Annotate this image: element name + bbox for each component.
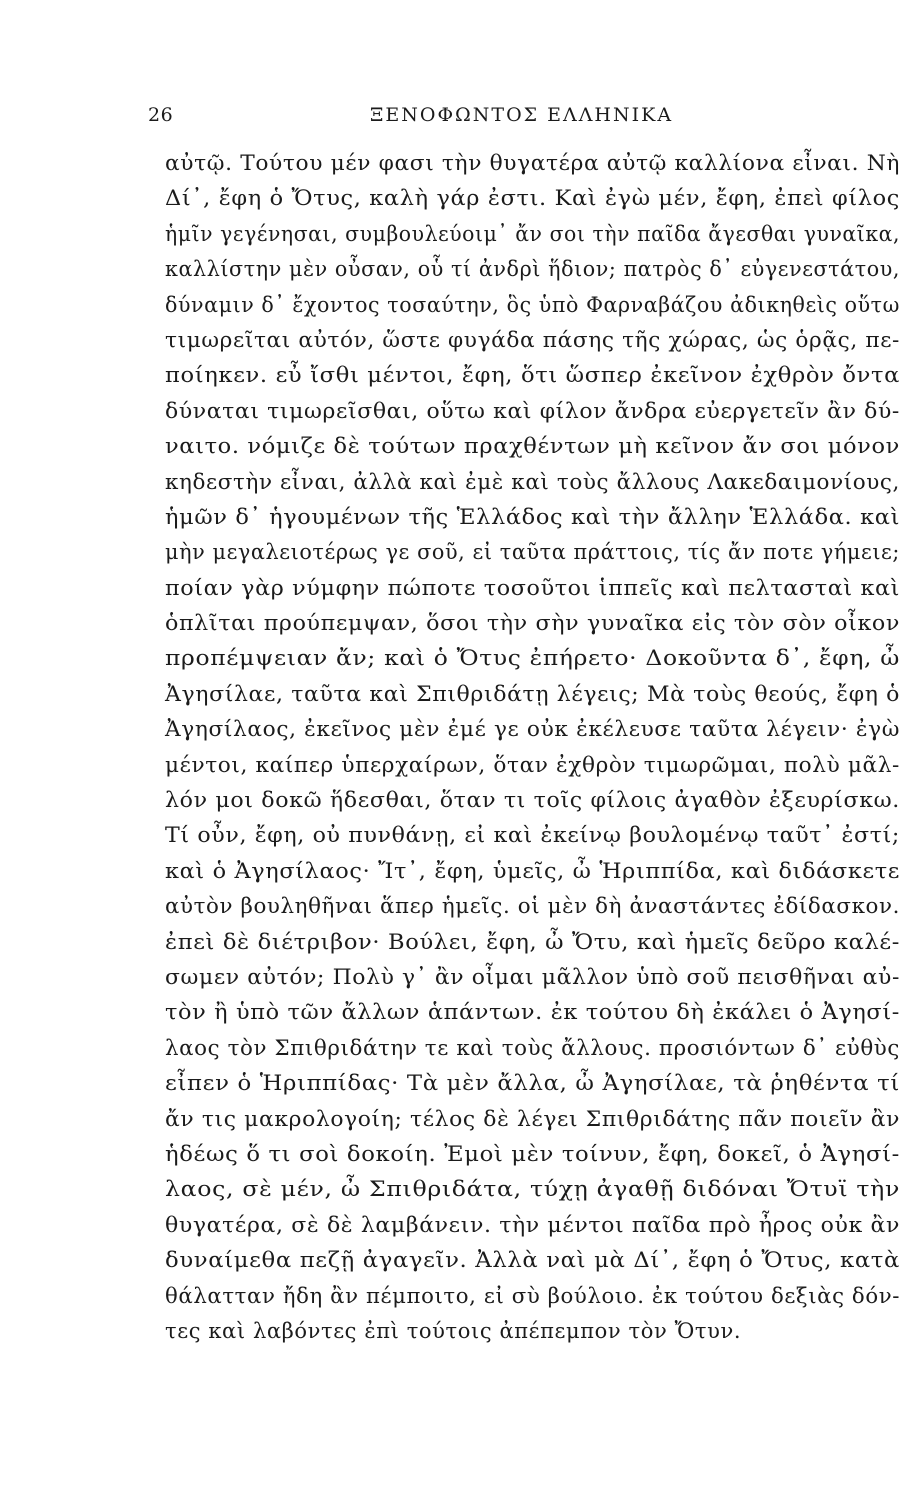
text-line: αὐτῷ. Τούτου μέν φασι τὴν θυγατέρα αὐτῷ καλλίονα εἶναι. Νὴ <box>165 151 900 175</box>
text-line: τὸν ἢ ὑπὸ τῶν ἄλλων ἁπάντων. ἐκ τούτου δὴ ἐκάλει ὁ Ἀγησί- <box>165 1000 901 1025</box>
text-line: δύναται τιμωρεῖσθαι, οὕτω καὶ φίλον ἄνδρα εὐεργετεῖν ἂν δύ- <box>165 398 900 423</box>
text-line: ἡδέως ὅ τι σοὶ δοκοίη. Ἐμοὶ μὲν τοίνυν, ἔφη, δοκεῖ, ὁ Ἀγησί- <box>165 1141 900 1166</box>
text-line: ἄν τις μακρολογοίη; τέλος δὲ λέγει Σπιθριδάτης πᾶν ποιεῖν ἂν <box>165 1106 901 1131</box>
page-header <box>148 104 748 134</box>
text-line: Ἀγησίλαος, ἐκεῖνος μὲν ἐμέ γε οὐκ ἐκέλευσε ταῦτα λέγειν· ἐγὼ <box>165 717 901 742</box>
text-line: Ἀγησίλαε, ταῦτα καὶ Σπιθριδάτῃ λέγεις; Μὰ τοὺς θεούς, ἔφη ὁ <box>165 681 901 706</box>
text-line: προπέμψειαν ἄν; καὶ ὁ Ὄτυς ἐπήρετο· Δοκοῦντα δ᾽, ἔφη, ὦ <box>165 646 900 671</box>
text-line: καλλίστην μὲν οὖσαν, οὗ τί ἀνδρὶ ἥδιον; πατρὸς δ᾽ εὐγενεστάτου, <box>165 257 901 282</box>
text-line: ὁπλῖται προύπεμψαν, ὅσοι τὴν σὴν γυναῖκα εἰς τὸν σὸν οἶκον <box>165 611 901 636</box>
text-line: λαος τὸν Σπιθριδάτην τε καὶ τοὺς ἄλλους. προσιόντων δ᾽ εὐθὺς <box>165 1035 900 1060</box>
text-line: ποίηκεν. εὖ ἴσθι μέντοι, ἔφη, ὅτι ὥσπερ ἐκεῖνον ἐχθρὸν ὄντα <box>165 363 901 388</box>
text-line: Τί οὖν, ἔφη, οὐ πυνθάνῃ, εἰ καὶ ἐκείνῳ βουλομένῳ ταῦτ᾽ ἐστί; <box>165 823 900 848</box>
text-line: αὐτὸν βουληθῆναι ἅπερ ἡμεῖς. οἱ μὲν δὴ ἀναστάντες ἐδίδασκον. <box>165 894 901 919</box>
text-line: δύναμιν δ᾽ ἔχοντος τοσαύτην, ὃς ὑπὸ Φαρναβάζου ἀδικηθεὶς οὕτω <box>165 292 901 317</box>
text-line: θάλατταν ἤδη ἂν πέμποιτο, εἰ σὺ βούλοιο. ἐκ τούτου δεξιὰς δόν- <box>165 1283 900 1308</box>
text-line: τιμωρεῖται αὐτόν, ὥστε φυγάδα πάσης τῆς χώρας, ὡς ὁρᾷς, πε- <box>165 327 900 352</box>
text-line: ποίαν γὰρ νύμφην πώποτε τοσοῦτοι ἱππεῖς καὶ πελτασταὶ καὶ <box>165 575 901 600</box>
running-title: ΞΕΝΟΦΩΝΤΟΣ ΕΛΛΗΝΙΚΑ <box>370 104 674 126</box>
text-line: δυναίμεθα πεζῇ ἀγαγεῖν. Ἀλλὰ ναὶ μὰ Δί᾽, ἔφη ὁ Ὄτυς, κατὰ <box>165 1248 900 1273</box>
page-number: 26 <box>148 104 174 126</box>
text-line: λόν μοι δοκῶ ἥδεσθαι, ὅταν τι τοῖς φίλοις ἀγαθὸν ἐξευρίσκω. <box>165 788 900 813</box>
text-line: θυγατέρα, σὲ δὲ λαμβάνειν. τὴν μέντοι παῖδα πρὸ ἦρος οὐκ ἂν <box>165 1212 901 1237</box>
text-line: τες καὶ λαβόντες ἐπὶ τούτοις ἀπέπεμπον τὸν Ὄτυν. <box>165 1318 742 1343</box>
text-line: καὶ ὁ Ἀγησίλαος· Ἴτ᾽, ἔφη, ὑμεῖς, ὦ Ἡριππίδα, καὶ διδάσκετε <box>165 858 901 883</box>
text-line: ἐπεὶ δὲ διέτριβον· Βούλει, ἔφη, ὦ Ὄτυ, καὶ ἡμεῖς δεῦρο καλέ- <box>165 929 901 954</box>
body-text <box>165 146 915 1349</box>
text-line: Δί᾽, ἔφη ὁ Ὄτυς, καλὴ γάρ ἐστι. Καὶ ἐγὼ μέν, ἔφη, ἐπεὶ φίλος <box>165 186 900 211</box>
text-line: μὴν μεγαλειοτέρως γε σοῦ, εἰ ταῦτα πράττοις, τίς ἄν ποτε γήμειε; <box>165 540 900 565</box>
text-line: ἡμῶν δ᾽ ἡγουμένων τῆς Ἑλλάδος καὶ τὴν ἄλλην Ἑλλάδα. καὶ <box>165 504 901 529</box>
text-line: ἡμῖν γεγένησαι, συμβουλεύοιμ᾽ ἄν σοι τὴν παῖδα ἄγεσθαι γυναῖκα, <box>165 221 901 246</box>
text-line: λαος, σὲ μέν, ὦ Σπιθριδάτα, τύχῃ ἀγαθῇ διδόναι Ὄτυϊ τὴν <box>165 1177 900 1202</box>
text-line: ναιτο. νόμιζε δὲ τούτων πραχθέντων μὴ κεῖνον ἄν σοι μόνον <box>165 434 900 459</box>
text-line: κηδεστὴν εἶναι, ἀλλὰ καὶ ἐμὲ καὶ τοὺς ἄλλους Λακεδαιμονίους, <box>165 469 900 494</box>
text-line: μέντοι, καίπερ ὑπερχαίρων, ὅταν ἐχθρὸν τιμωρῶμαι, πολὺ μᾶλ- <box>165 752 900 777</box>
text-line: σωμεν αὐτόν; Πολὺ γ᾽ ἂν οἶμαι μᾶλλον ὑπὸ σοῦ πεισθῆναι αὐ- <box>165 964 900 989</box>
text-line: εἶπεν ὁ Ἡριππίδας· Τὰ μὲν ἄλλα, ὦ Ἀγησίλαε, τὰ ῥηθέντα τί <box>165 1071 900 1096</box>
